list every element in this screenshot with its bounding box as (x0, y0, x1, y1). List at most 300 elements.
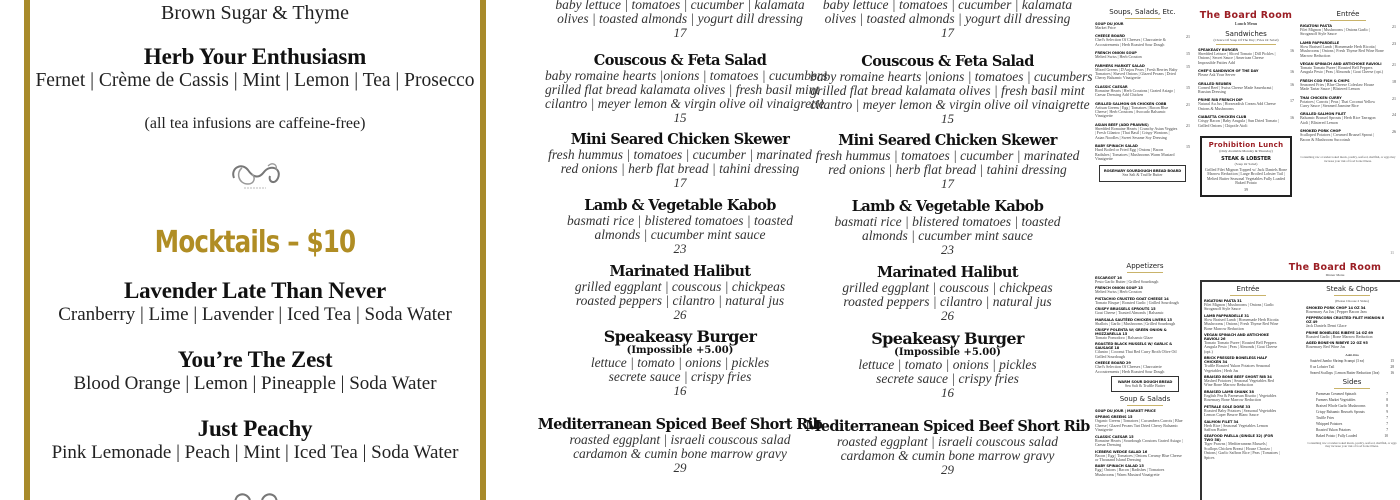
side-row (1306, 404, 1398, 408)
item-price: 24 (1392, 112, 1396, 118)
item-price: 16 (1290, 115, 1294, 121)
food-price: 17 (673, 175, 687, 190)
item-name: GRILLED SALMON FILET (1300, 112, 1346, 117)
side-row (1306, 416, 1398, 420)
menu-item (1095, 102, 1190, 119)
item-price: 16 (1290, 48, 1294, 53)
item-name: CHEESE BOARD 29 (1095, 361, 1131, 366)
item-name: THAI CHICKEN CURRY (1300, 95, 1342, 100)
menu-item (1095, 34, 1190, 47)
side-price: 7 (1386, 391, 1388, 396)
item-desc: Hard Boiled or Fried Egg | Onions | Bacon Radishes | Tomatoes | Mushrooms Warm Mustard Vinaigrette (1095, 147, 1175, 161)
side-price: 7 (1386, 415, 1388, 420)
section-title: Add-Ons (1345, 352, 1359, 357)
menu-item (1095, 450, 1195, 463)
divider (1334, 295, 1370, 296)
item-desc: Jack Daniels Demi Glace (1306, 323, 1347, 329)
item-name: CHEF'S SANDWICH OF THE DAY (1198, 69, 1259, 74)
side-row (1306, 434, 1398, 438)
item-desc: Organic Greens | Tomatoes | Cucumbers Carrots | Blue Cheese | Glazed Pecans Tart Dried Cherry Balsamic Vinaigrette (1095, 418, 1183, 433)
food-name: Lamb & Vegetable Kabob (584, 197, 776, 214)
item-desc: Tiger Prawns | Mediterranean Mussels | Scallops Chicken Breast | House Chorizo | Onions | Garlic Saffron Rice | Peas | Tomatoes | Spices (1204, 441, 1280, 460)
item-desc: Seasoned Fries | Blue Cheese Coleslaw House Made Tartar Sauce | Blistered Lemon (1300, 81, 1375, 92)
box-title: Prohibition Lunch (1208, 141, 1284, 150)
food-description: baby lettuce | tomatoes | cucumber | kalamata (555, 0, 805, 12)
item-price: 16 (1290, 69, 1294, 75)
item-price: 26 (1392, 129, 1396, 135)
item-desc: Crispy Bacon | Baby Arugula | Sun Dried Tomato | Grilled Onions | Chipotle Aioli (1198, 118, 1280, 128)
food-price: 23 (941, 242, 954, 257)
item-desc: Tomato Tomato Puree | Roasted Bell Peppers Arugula Pesto | Peas | Almonds | Goat Cheese (opt.) (1204, 340, 1278, 354)
menu-item (1095, 342, 1195, 359)
item-desc: Egg | Onions | Bacon | Radishes | Tomatoes Mushrooms | Warm Mustard Vinaigrette (1095, 467, 1165, 477)
menu-item (1306, 306, 1398, 314)
item-name: GRILLED REUBEN (1198, 81, 1232, 86)
box-dish-note: (Soup Or Salad) (1234, 162, 1258, 167)
side-row (1306, 428, 1398, 432)
food-price: 16 (673, 383, 687, 398)
item-desc: Melted Swiss | Herb Crouton (1095, 54, 1142, 60)
food-price: 15 (673, 110, 687, 125)
food-description: almonds | cucumber mint sauce (594, 227, 766, 242)
food-name: Mediterranean Spiced Beef Short Rib (537, 416, 823, 433)
food-name: Couscous & Feta Salad (593, 52, 767, 69)
item-desc: Shredded Lettuce | Sliced Tomato | Dill Pickles | Onions | Secret Sauce | American Cheese Impossible Patties Add (1198, 51, 1276, 65)
item-name: PETRALE SOLE DORE 33 (1204, 404, 1251, 409)
food-price: 26 (941, 308, 954, 323)
item-desc: Shredded Romaine Hearts | Crunchy Asian Veggies | Fresh Cilantro | Thai Basil | Crispy Wontons | Asian Noodles | Sweet Sesame Soy Dressing (1095, 125, 1178, 140)
divider (1125, 18, 1161, 19)
item-desc: Slow Braised Lamb | Homemade Herb Ricotta | Mushrooms | Onions | Fresh Thyme Red Wine Bone Marrow Reduction (1300, 43, 1384, 58)
menu-item (1095, 22, 1190, 30)
food-description: grilled flat bread kalamata olives | fresh basil mint (545, 82, 820, 97)
add-on-name: Seared Scallops | Lemon Butter Reduction (3ea) (1310, 370, 1380, 375)
food-name: Speakeasy Burger (871, 329, 1024, 348)
menu-subtitle: Dinner Menu (1325, 273, 1345, 277)
item-name: SEAFOOD PAELLA (SINGLE 32) (FOR TWO 58) (1204, 434, 1274, 443)
item-name: AGED BONE-IN RIBEYE 22 OZ 95 (1306, 341, 1368, 346)
mocktail-item (30, 416, 480, 464)
add-on-name: Sautéed Jumbo Shrimp Scampi (3 ea) (1310, 358, 1365, 363)
side-name: Baked Potato | Fully Loaded (1316, 433, 1358, 438)
mocktail-name: You’re The Zest (177, 347, 333, 372)
item-price: 16 (1290, 81, 1294, 87)
item-name: CHEESE BOARD (1095, 34, 1125, 39)
item-price: 21 (1392, 24, 1396, 29)
menu-item (1095, 307, 1195, 315)
item-desc: Please Ask Your Server (1198, 72, 1236, 78)
box-dish: STEAK & LOBSTER (1221, 156, 1271, 163)
item-name: LAMB PAPPARDELLE (1300, 40, 1340, 45)
food-name: Marinated Halibut (877, 264, 1018, 281)
food-description: grilled eggplant | couscous | chickpeas (574, 279, 786, 294)
mocktail-ingredients: Pink Lemonade | Peach | Mint | Iced Tea | Soda Water (51, 442, 459, 463)
item-name: CRISPY BRUSSELS SPROUTS 15 (1095, 307, 1156, 312)
drink-menu-panel (0, 0, 520, 500)
lunch-sandwiches-column (1198, 10, 1294, 197)
item-desc: Bacon | Egg | Tomatoes | Onions Creamy Blue Cheese or Thousand Island Dressing (1095, 452, 1182, 462)
menu-item (1198, 98, 1294, 111)
food-price: 15 (941, 111, 954, 126)
food-price: 26 (673, 307, 687, 322)
item-name: BRICK PRESSED BONELESS HALF CHICKEN 34 (1204, 356, 1268, 365)
food-description: grilled flat bread kalamata olives | fresh basil mint (810, 83, 1085, 98)
item-price: 15 (1186, 144, 1190, 150)
food-name: Marinated Halibut (609, 263, 751, 280)
box-desc: Sea Salt & Truffle Butter (1124, 383, 1166, 389)
side-name: Farmers Market Vegetables (1316, 397, 1356, 402)
side-name: Whipped Potatoes (1316, 421, 1343, 426)
add-on-row (1306, 371, 1398, 375)
item-desc: Market Price (1095, 25, 1116, 30)
cocktail-name: Herb Your Enthusiasm (143, 44, 367, 69)
menu-item (1095, 435, 1195, 448)
dinner-main-box (1200, 280, 1400, 500)
item-name: CRISPY POLENTA W/ GREEN ONION & MOZZARELLA 15 (1095, 328, 1167, 337)
side-name: Braised Whole Garlic Mushrooms (1316, 403, 1366, 408)
item-name: PISTACHIO CRUSTED GOAT CHEESE 14 (1095, 296, 1169, 301)
food-description: cilantro | meyer lemon & virgin olive oil vinaigrette (545, 96, 825, 111)
menu-item (1204, 356, 1292, 373)
section-title: Sides (1342, 377, 1362, 386)
item-desc: Slow Braised Lamb | Homemade Herb Ricotta Mushrooms | Onions | Fresh Thyme Red Wine Bone Marrow Reduction (1204, 316, 1279, 331)
food-price: 23 (673, 241, 687, 256)
menu-item (1198, 115, 1294, 128)
lunch-soups-column (1095, 8, 1190, 184)
food-item (810, 132, 1085, 191)
food-description: grilled eggplant | couscous | chickpeas (842, 280, 1053, 295)
food-name: Mediterranean Spiced Beef Short Rib (805, 418, 1090, 435)
side-price: 7 (1386, 421, 1388, 426)
side-price: 8 (1386, 397, 1388, 402)
food-name: Mini Seared Chicken Skewer (838, 132, 1057, 149)
item-desc: Rosemary Au Jus | Pepper Bacon Jam (1306, 309, 1367, 314)
item-name: VEGAN SPINACH AND ARTICHOKE RAVIOLI (1300, 62, 1382, 67)
menu-item (1095, 318, 1195, 326)
item-name: FRENCH ONION SOUP (1095, 51, 1137, 56)
menu-item (1095, 85, 1190, 98)
item-desc: Truffle Roasted Yukon Potatoes Seasonal Vegetables | Herb Jus (1204, 363, 1271, 373)
cocktail-ingredients: Fernet | Crème de Cassis | Mint | Lemon | Tea | Prosecco (35, 70, 475, 91)
food-item (545, 0, 815, 40)
menu-item (1204, 299, 1292, 312)
add-on-row (1306, 365, 1398, 369)
item-name: ESCARGOT 16 (1095, 276, 1122, 280)
menu-item (1204, 420, 1292, 433)
item-name: CLASSIC CAESAR 15 (1095, 434, 1134, 439)
food-name: Lamb & Vegetable Kabob (851, 198, 1044, 215)
item-name: BABY SPINACH SALAD 15 (1095, 464, 1144, 469)
divider (1330, 20, 1366, 21)
divider (1230, 295, 1266, 296)
box-price: 39 (1244, 186, 1248, 192)
menu-item (1300, 129, 1396, 142)
menu-item (1204, 434, 1292, 460)
mocktail-item (30, 347, 480, 395)
carry-over-ingredients: Brown Sugar & Thyme (161, 2, 349, 24)
item-desc: English Pea & Parmesan Risotto | Vegetables Rosemary Bone Marrow Reduction (1204, 392, 1277, 403)
menu-item (1198, 69, 1294, 77)
menu-item (1306, 331, 1398, 339)
item-name: VEGAN SPINACH AND ARTICHOKE RAVIOLI 26 (1204, 333, 1269, 342)
bread-board-box (1099, 165, 1186, 181)
section-title: Steak & Chops (1326, 285, 1378, 293)
side-name: Parmesan Creamed Spinach (1316, 391, 1357, 396)
item-name: RIGATONI PASTA (1300, 24, 1332, 28)
menu-subtitle: Lunch Menu (1234, 21, 1258, 26)
item-desc: Balsamic Brussel Sprouts | Herb Rice Tarragon Aioli | Blistered Lemon (1300, 115, 1376, 125)
prohibition-lunch-box (1200, 136, 1292, 197)
item-desc: Roasted Baby Potatoes | Seasonal Vegetables Lemon Caper Beurre Blanc Sauce (1204, 407, 1277, 418)
menu-item (1095, 328, 1195, 340)
item-desc: Romaine Hearts | Herb Croutons | Grated Asiago | Caesar Dressing Add Chicken (1095, 87, 1175, 98)
item-name: SOUP DU JOUR | MARKET PRICE (1095, 409, 1156, 414)
item-name: SPRING GREENS 15 (1095, 415, 1133, 420)
item-desc: Potatoes | Carrots | Peas | Thai Coconut Yellow Curry Sauce | Steamed Jasmine Rice (1300, 98, 1376, 109)
bread-box (1111, 376, 1179, 392)
section-title: Entrée (1236, 285, 1260, 293)
food-item (537, 416, 823, 475)
item-desc: Goat Cheese | Toasted Almonds | Balsamic (1095, 310, 1164, 316)
item-price: 15 (1186, 63, 1190, 69)
mocktail-item (30, 278, 480, 326)
box-title: ROSEMARY SOURDOUGH BREAD BOARD (1103, 169, 1182, 174)
menu-item (1300, 24, 1396, 37)
item-price: 21 (1186, 122, 1190, 128)
menu-item (1095, 297, 1195, 305)
food-item (545, 197, 815, 256)
food-description: baby romaine hearts |onions | tomatoes | cucumbers (810, 69, 1093, 84)
page-number: 11 (1390, 250, 1394, 255)
item-name: SMOKED PORK CHOP 14 OZ 34 (1306, 306, 1366, 310)
food-price: 29 (941, 462, 954, 477)
food-description: roasted peppers | cilantro | natural jus (843, 294, 1052, 309)
food-description: fresh hummus | tomatoes | cucumber | marinated (815, 148, 1080, 163)
section-title: Entrée (1336, 10, 1360, 18)
add-on-price: 28 (1390, 364, 1394, 369)
item-desc: Filet Mignon | Mushrooms | Onions | Garlic Stroganoff Style Sauce (1204, 302, 1275, 312)
menu-item (1300, 62, 1396, 75)
divider (1216, 44, 1276, 45)
box-desc: Sea Salt & Truffle Butter (1122, 172, 1163, 178)
food-item (810, 264, 1085, 323)
menu-item (1204, 405, 1292, 418)
item-price: 21 (1186, 101, 1190, 107)
item-desc: Artisan Greens | Egg | Tomatoes | Bacon Blue Cheese | Herb Croutons | Avocado Balsamic Vinaigrette (1095, 104, 1169, 119)
item-desc: Mashed Potatoes | Seasonal Vegetables Red Wine Bone Marrow Reduction (1204, 378, 1274, 388)
food-item (810, 329, 1085, 400)
food-description: olives | toasted almonds | yogurt dill dressing (557, 11, 803, 26)
dinner-appetizers-column (1095, 262, 1195, 479)
item-name: MARSALA SAUTÉED CHICKEN LIVERS 15 (1095, 317, 1172, 322)
item-name: CLASSIC CAESAR (1095, 84, 1128, 89)
side-name: Crispy Balsamic Brussels Sprouts (1316, 409, 1365, 414)
tea-note: (all tea infusions are caffeine-free) (144, 115, 366, 132)
food-description: roasted eggplant | israeli couscous salad (836, 434, 1059, 449)
food-item (810, 0, 1085, 40)
item-desc: Mixed Greens | D'Anjou Pears | Fresh Berries Baby Tomatoes | Shaved Onions | Glazed Pecans | Dried Cherry Balsamic Vinaigrette (1095, 66, 1178, 81)
item-price: 15 (1186, 51, 1190, 57)
food-description: roasted peppers | cilantro | natural jus (575, 293, 785, 308)
item-desc: Roasted Garlic | Bone Marrow Reduction (1306, 333, 1373, 339)
food-description: red onions | herb flat bread | tahini dressing (560, 161, 800, 176)
item-desc: Chef's Selection Of Cheeses | Charcuterie Accoutrements | Herb Roasted Sour Dough (1095, 364, 1165, 374)
mocktail-ingredients: Blood Orange | Lemon | Pineapple | Soda Water (73, 373, 437, 394)
item-desc: Corned Beef | Swiss Cheese Made Sauerkraut | Russian Dressing (1198, 84, 1274, 95)
side-row (1306, 410, 1398, 414)
menu-item (1095, 361, 1195, 374)
side-row (1306, 422, 1398, 426)
flourish-ornament-icon (228, 158, 284, 192)
cocktail-item (30, 44, 480, 92)
item-name: RIGATONI PASTA 31 (1204, 299, 1242, 303)
section-title: Appetizers (1126, 262, 1164, 270)
menu-item (1198, 48, 1294, 65)
menu-item (1095, 415, 1195, 432)
mocktail-name: Just Peachy (197, 416, 313, 441)
menu-item (1306, 341, 1398, 349)
section-title: Sandwiches (1225, 30, 1267, 38)
side-price: 10 (1384, 433, 1388, 438)
menu-item (1204, 314, 1292, 331)
food-description: almonds | cucumber mint sauce (862, 228, 1033, 243)
brand-logo: The Board Room (1288, 262, 1382, 273)
divider (1127, 272, 1163, 273)
item-name: BABY SPINACH SALAD (1095, 144, 1138, 149)
food-name: Speakeasy Burger (603, 327, 757, 346)
section-note: (Please Choose 2 Sides) (1335, 299, 1369, 303)
side-name: Truffle Fries (1316, 415, 1335, 420)
item-name: CIABATTA CHICKEN CLUB (1198, 115, 1247, 120)
food-description: cardamon & cumin bone marrow gravy (573, 446, 787, 461)
side-price: 8 (1386, 403, 1388, 408)
food-description: secrete sauce | crispy fries (876, 371, 1019, 386)
menu-item (1095, 276, 1195, 284)
menu-item (1095, 464, 1195, 477)
food-description: baby romaine hearts |onions | tomatoes | cucumbers (545, 68, 828, 83)
item-desc: Tomato Tomato Puree | Roasted Bell Peppers Arugula Pesto | Peas | Almonds | Goat Cheese (opt.) (1300, 65, 1384, 75)
menu-item (1204, 375, 1292, 388)
item-name: GRILLED SALMON OR CHICKEN COBB (1095, 101, 1167, 106)
food-name: Mini Seared Chicken Skewer (570, 131, 790, 148)
food-description: basmati rice | blistered tomatoes | toasted (567, 213, 793, 228)
dinner-entree-column (1204, 285, 1292, 462)
item-name: LAMB PAPPARDELLE 31 (1204, 313, 1250, 318)
side-price: 7 (1386, 427, 1388, 432)
item-price: 23 (1392, 40, 1396, 46)
food-price: 17 (673, 25, 687, 40)
item-desc: Shallots | Garlic | Mushrooms | Grilled Sourdough (1095, 320, 1176, 326)
item-price: 21 (1392, 62, 1396, 68)
item-desc: Filet Mignon | Mushrooms | Onions Garlic | Stroganoff Style Sauce (1300, 27, 1371, 37)
menu-item (1095, 409, 1195, 413)
item-name: FARMERS MARKET SALAD (1095, 63, 1145, 68)
item-name: BRAISED BONE BEEF SHORT RIB 34 (1204, 375, 1272, 380)
item-name: SPEAKEASY BURGER (1198, 48, 1238, 52)
food-description: baby lettuce | tomatoes | cucumber | kalamata (822, 0, 1073, 12)
food-description: lettuce | tomato | onions | pickles (590, 355, 770, 370)
box-title: WARM SOUR DOUGH BREAD (1117, 380, 1173, 385)
item-price: 18 (1392, 78, 1396, 84)
menu-item (1300, 96, 1396, 109)
menu-item (1095, 286, 1195, 294)
food-price: 16 (941, 385, 954, 400)
item-price: 15 (1186, 84, 1190, 90)
food-price: 29 (673, 460, 687, 475)
item-name: BRAISED LAMB SHANK 38 (1204, 389, 1254, 394)
item-desc: Melted Swiss | Herb Crouton (1095, 289, 1142, 295)
item-name: SALMON FILET 34 (1204, 419, 1239, 424)
item-desc: Herb Rice | Seasonal Vegetables Lemon Saffron Butter (1204, 422, 1268, 432)
section-note: (Choice Of Soup Of The Day | Fries Or Salad) (1213, 38, 1279, 42)
food-name: Couscous & Feta Salad (861, 53, 1034, 70)
mocktails-section-title: Mocktails – $10 (154, 225, 356, 260)
food-item (545, 263, 815, 322)
food-item (810, 53, 1093, 126)
item-name: FRESH COD FISH & CHIPS (1300, 78, 1350, 83)
menu-item (1300, 41, 1396, 58)
item-name: PEPPERCORN CRUSTED FILET MIGNON 8 OZ 49 (1306, 316, 1384, 325)
food-description: basmati rice | blistered tomatoes | toasted (834, 214, 1061, 229)
item-desc: Cilantro | Coconut Thai Red Curry Broth Olive Oil Grilled Sourdough (1095, 349, 1177, 359)
mocktail-ingredients: Cranberry | Lime | Lavender | Iced Tea | Soda Water (58, 304, 452, 325)
item-desc: Pesto Garlic Butter | Grilled Sourdough (1095, 279, 1159, 284)
item-desc: Rosemary Red Wine Jus (1306, 344, 1346, 350)
food-subnote: (Impossible +5.00) (626, 345, 734, 356)
menu-item (1204, 390, 1292, 403)
food-description: fresh hummus | tomatoes | cucumber | marinated (548, 147, 812, 162)
food-description: roasted eggplant | israeli couscous salad (569, 432, 791, 447)
lunch-entree-column (1300, 10, 1396, 255)
item-name: SOUP DU JOUR (1095, 22, 1124, 26)
fine-print: Consuming raw or undercooked meats, poultry, seafood, shellfish, or eggs may increase your risk of food borne illness. (1307, 440, 1397, 449)
divider (1334, 388, 1370, 389)
food-price: 17 (941, 25, 954, 40)
food-item (545, 131, 815, 190)
item-desc: Scalloped Potatoes | Creamed Brussel Sprout | Bacon & Mushroom Succotash (1300, 132, 1375, 142)
food-item (810, 198, 1085, 257)
food-item (545, 52, 828, 125)
menu-item (1198, 82, 1294, 95)
box-note: (Only Available Monday & Thursday) (1219, 149, 1273, 154)
box-desc: Grilled Filet Mignon Topped w/ Jack Daniels Bone Marrow Reduction | Large Broiled Lobster Tail | Melted Butter Seasonal Vegetables Fully Loaded Baked Potato (1205, 167, 1287, 186)
side-row (1306, 392, 1398, 396)
add-on-name: 8 oz Lobster Tail (1310, 364, 1335, 369)
menu-item (1204, 333, 1292, 354)
food-description: olives | toasted almonds | yogurt dill dressing (824, 11, 1071, 26)
menu-item (1095, 64, 1190, 81)
menu-item (1095, 123, 1190, 140)
divider (1127, 405, 1163, 406)
dinner-steak-column (1306, 285, 1398, 449)
food-price: 17 (941, 176, 954, 191)
side-price: 9 (1386, 409, 1388, 414)
brand-logo: The Board Room (1199, 10, 1293, 21)
section-title: Soup & Salads (1119, 395, 1171, 404)
food-description: cilantro | meyer lemon & virgin olive oil vinaigrette (810, 97, 1090, 112)
side-row (1306, 398, 1398, 402)
fine-print: Consuming raw or undercooked meats, poultry, seafood, shellfish, or eggs may increase your risk of food borne illness. (1300, 155, 1396, 163)
item-name: FRENCH ONION SOUP 15 (1095, 286, 1143, 291)
menu-item (1300, 79, 1396, 92)
item-desc: Natural Au Jus | Horseradish Cream Add Cheese Onions & Mushrooms (1198, 101, 1276, 111)
food-item (805, 418, 1090, 477)
mocktail-name: Lavender Late Than Never (123, 278, 387, 303)
menu-item (1095, 51, 1190, 59)
menu-item (1306, 316, 1398, 328)
item-desc: Romaine Hearts | Sourdough Croutons Grated Asiago | Caesar Dressing (1095, 437, 1183, 448)
item-name: ICEBERG WEDGE SALAD 16 (1095, 449, 1148, 454)
